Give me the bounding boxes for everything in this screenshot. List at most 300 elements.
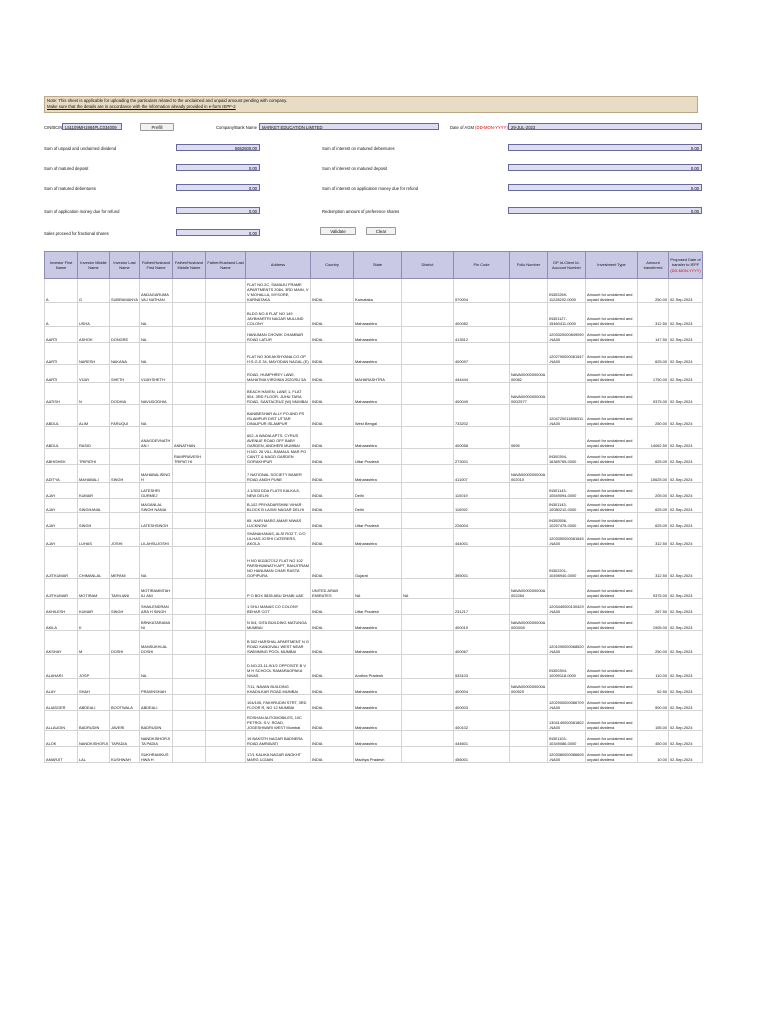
cell-address[interactable]: N 5/4, GITA BUILDING MATUNGA MUMBAI	[246, 615, 311, 631]
cell-father-first-name[interactable]: MAHABALISINGH	[140, 465, 173, 483]
cin-input[interactable]: L51109MH1984PLC034009	[62, 123, 122, 130]
cell-pin-code[interactable]: 400102	[454, 711, 510, 731]
cell-investor-first-name[interactable]: AARTI	[45, 343, 78, 365]
cell-investment-type[interactable]: Amount for unclaimed and unpaid dividend	[586, 599, 638, 615]
cell-proposed-date[interactable]: 02-Sep-2024	[669, 731, 703, 747]
cell-country[interactable]: INDIA	[311, 599, 354, 615]
cell-father-middle-name[interactable]	[173, 405, 206, 427]
cell-state[interactable]: Uttar Pradesh	[354, 449, 402, 465]
cell-amount-transferred[interactable]: 625.00	[638, 499, 669, 513]
cell-amount-transferred[interactable]: 250.00	[638, 631, 669, 655]
cell-dp-client-id[interactable]: 1203440000130429-NA00	[548, 599, 586, 615]
cell-investor-last-name[interactable]: JAVERI	[110, 711, 140, 731]
cell-state[interactable]: Maharashtra	[354, 631, 402, 655]
cell-pin-code[interactable]: 273001	[454, 449, 510, 465]
cell-investor-first-name[interactable]: AJAY	[45, 483, 78, 499]
cell-address[interactable]: H.NO. 26 VILL-RAMAUL MAR PO CANTT & NAGD GARDEN GORAKHPUR	[246, 449, 311, 465]
cell-father-last-name[interactable]	[206, 303, 246, 327]
agm-date-field[interactable]: 29-JUL-2023	[508, 123, 702, 130]
cell-district[interactable]	[402, 615, 454, 631]
cell-investment-type[interactable]: Amount for unclaimed and unpaid dividend	[586, 303, 638, 327]
cell-investor-last-name[interactable]	[110, 449, 140, 465]
cell-folio-number[interactable]	[510, 483, 548, 499]
cell-investor-middle-name[interactable]: SINGH	[78, 513, 110, 529]
cell-proposed-date[interactable]: 02-Sep-2024	[669, 599, 703, 615]
cell-amount-transferred[interactable]: 1905.00	[638, 615, 669, 631]
cell-country[interactable]: INDIA	[311, 483, 354, 499]
cell-investor-middle-name[interactable]: JOSP	[78, 655, 110, 679]
cell-address[interactable]: SHANAHANAS, ALSI ROZ T, C/O LILHAS JOSHI CATERERS, AKOLA	[246, 529, 311, 547]
cell-amount-transferred[interactable]: 625.00	[638, 343, 669, 365]
cell-investor-first-name[interactable]: AKHILESH	[45, 599, 78, 615]
cell-proposed-date[interactable]: 02-Sep-2024	[669, 279, 703, 303]
cell-dp-client-id[interactable]: 1203380000086605-NA00	[548, 747, 586, 763]
cell-proposed-date[interactable]: 02-Sep-2024	[669, 427, 703, 449]
cell-investor-first-name[interactable]: AJITKUMAR	[45, 547, 78, 579]
cell-father-last-name[interactable]	[206, 483, 246, 499]
cell-address[interactable]: HANUMAN CHOWK CHAMBAR ROAD LATUR	[246, 327, 311, 343]
cell-father-last-name[interactable]	[206, 615, 246, 631]
cell-dp-client-id[interactable]: IN300394-16389765-0000	[548, 449, 586, 465]
cell-address[interactable]: 7/11, NAVAN BUILDING KHADILKAR ROAD MUMBAI	[246, 679, 311, 695]
cell-dp-client-id[interactable]: IN302269-11228202-0000	[548, 279, 586, 303]
cell-folio-number[interactable]	[510, 655, 548, 679]
cell-dp-client-id[interactable]: 1204720011898311-NA00	[548, 405, 586, 427]
cell-proposed-date[interactable]: 02-Sep-2024	[669, 547, 703, 579]
cell-folio-number[interactable]	[510, 747, 548, 763]
cell-father-last-name[interactable]	[206, 599, 246, 615]
cell-father-last-name[interactable]	[206, 383, 246, 405]
cell-investment-type[interactable]: Amount for unclaimed and unpaid dividend	[586, 679, 638, 695]
validate-button[interactable]: Validate	[320, 227, 356, 235]
cell-amount-transferred[interactable]: 15625.00	[638, 465, 669, 483]
cell-investor-first-name[interactable]: AKILA	[45, 615, 78, 631]
cell-country[interactable]: INDIA	[311, 449, 354, 465]
cell-father-first-name[interactable]	[140, 449, 173, 465]
cell-proposed-date[interactable]: 02-Sep-2024	[669, 631, 703, 655]
cell-folio-number[interactable]	[510, 631, 548, 655]
cell-investor-last-name[interactable]: MEPANI	[110, 547, 140, 579]
cell-investment-type[interactable]: Amount for unclaimed and unpaid dividend	[586, 615, 638, 631]
cell-proposed-date[interactable]: 02-Sep-2024	[669, 655, 703, 679]
redemption-field[interactable]: 0.00	[508, 207, 702, 214]
cell-address[interactable]: 7 NATIONAL SOCIETY BANER ROAD ANDH PUNE	[246, 465, 311, 483]
cell-district[interactable]	[402, 343, 454, 365]
cell-pin-code[interactable]: 400019	[454, 615, 510, 631]
cell-investor-middle-name[interactable]: K	[78, 615, 110, 631]
cell-investor-last-name[interactable]	[110, 483, 140, 499]
cell-state[interactable]: Maharashtra	[354, 427, 402, 449]
cell-amount-transferred[interactable]: 267.50	[638, 599, 669, 615]
cell-father-last-name[interactable]	[206, 711, 246, 731]
cell-amount-transferred[interactable]: 312.50	[638, 547, 669, 579]
cell-address[interactable]: 17/1 KALIKA NAGAR ANOKHT MARG UJJAIN	[246, 747, 311, 763]
cell-country[interactable]: INDIA	[311, 695, 354, 711]
cell-dp-client-id[interactable]: 1201090000068520-NA00	[548, 631, 586, 655]
cell-proposed-date[interactable]: 02-Sep-2024	[669, 695, 703, 711]
cell-investor-middle-name[interactable]: RASID	[78, 427, 110, 449]
cell-country[interactable]: INDIA	[311, 747, 354, 763]
cell-district[interactable]: NA	[402, 579, 454, 599]
cell-investor-first-name[interactable]: AKSHAY	[45, 631, 78, 655]
cell-investment-type[interactable]: Amount for unclaimed and unpaid dividend	[586, 383, 638, 405]
cell-proposed-date[interactable]: 02-Sep-2024	[669, 615, 703, 631]
cell-father-middle-name[interactable]	[173, 731, 206, 747]
cell-investor-first-name[interactable]: A	[45, 303, 78, 327]
cell-amount-transferred[interactable]: 450.00	[638, 731, 669, 747]
cell-father-middle-name[interactable]	[173, 513, 206, 529]
cell-proposed-date[interactable]: 02-Sep-2024	[669, 579, 703, 599]
cell-state[interactable]: Maharashtra	[354, 303, 402, 327]
cell-country[interactable]: INDIA	[311, 427, 354, 449]
cell-state[interactable]: Maharashtra	[354, 529, 402, 547]
cell-investment-type[interactable]: Amount for unclaimed and unpaid dividend	[586, 405, 638, 427]
cell-address[interactable]: P O BOX 5835 ABU DHABI UAE	[246, 579, 311, 599]
cell-country[interactable]: INDIA	[311, 731, 354, 747]
cell-investor-middle-name[interactable]: VIJAY	[78, 365, 110, 383]
cell-state[interactable]: Maharashtra	[354, 695, 402, 711]
cell-country[interactable]: INDIA	[311, 303, 354, 327]
cell-district[interactable]	[402, 631, 454, 655]
cell-folio-number[interactable]	[510, 303, 548, 327]
cell-investor-middle-name[interactable]: G	[78, 279, 110, 303]
cell-amount-transferred[interactable]: 9375.00	[638, 579, 669, 599]
cell-country[interactable]: INDIA	[311, 679, 354, 695]
cell-dp-client-id[interactable]	[548, 579, 586, 599]
cell-amount-transferred[interactable]: 500.00	[638, 695, 669, 711]
int-deposit-field[interactable]: 0.00	[508, 164, 702, 171]
cell-amount-transferred[interactable]: 312.50	[638, 303, 669, 327]
cell-investment-type[interactable]: Amount for unclaimed and unpaid dividend	[586, 465, 638, 483]
cell-investment-type[interactable]: Amount for unclaimed and unpaid dividend	[586, 499, 638, 513]
cell-father-middle-name[interactable]	[173, 655, 206, 679]
cell-proposed-date[interactable]: 02-Sep-2024	[669, 343, 703, 365]
cell-father-first-name[interactable]: NA	[140, 343, 173, 365]
cell-investor-last-name[interactable]: FARUQUI	[110, 405, 140, 427]
cell-father-middle-name[interactable]	[173, 499, 206, 513]
cell-investment-type[interactable]: Amount for unclaimed and unpaid dividend	[586, 579, 638, 599]
cell-father-last-name[interactable]	[206, 465, 246, 483]
cell-state[interactable]: Delhi	[354, 483, 402, 499]
cell-investor-last-name[interactable]: KUSHWAH	[110, 747, 140, 763]
cell-address[interactable]: B-102 PRIYADARSHINI VIHAR BLOCK B LAXMI NAGAR DELHI	[246, 499, 311, 513]
cell-father-middle-name[interactable]: RAMPRAVESH TRIPAT HI	[173, 449, 206, 465]
cell-address[interactable]: D.NO-23-11-9/1/2 OPPOSITE B V M H SCHOOL RAMARAOPAKA NIVAS	[246, 655, 311, 679]
cell-district[interactable]	[402, 499, 454, 513]
cell-investor-last-name[interactable]: BOOTWALA	[110, 695, 140, 711]
cell-district[interactable]	[402, 365, 454, 383]
cell-father-middle-name[interactable]	[173, 711, 206, 731]
cell-father-middle-name[interactable]	[173, 327, 206, 343]
cell-proposed-date[interactable]: 02-Sep-2024	[669, 365, 703, 383]
cell-dp-client-id[interactable]	[548, 365, 586, 383]
cell-proposed-date[interactable]: 02-Sep-2024	[669, 405, 703, 427]
cell-father-middle-name[interactable]	[173, 579, 206, 599]
cell-state[interactable]: MAHARASHTRA	[354, 365, 402, 383]
cell-investor-first-name[interactable]: AJAY	[45, 513, 78, 529]
cell-father-first-name[interactable]: NA	[140, 303, 173, 327]
cell-district[interactable]	[402, 695, 454, 711]
cell-investor-last-name[interactable]: DOSHI	[110, 631, 140, 655]
cell-district[interactable]	[402, 465, 454, 483]
cell-amount-transferred[interactable]: 625.00	[638, 449, 669, 465]
cell-investor-last-name[interactable]: SINGH	[110, 465, 140, 483]
cell-investor-first-name[interactable]: A	[45, 279, 78, 303]
cell-district[interactable]	[402, 529, 454, 547]
cell-investment-type[interactable]: Amount for unclaimed and unpaid dividend	[586, 711, 638, 731]
cell-folio-number[interactable]	[510, 711, 548, 731]
cell-investment-type[interactable]: Amount for unclaimed and unpaid dividend	[586, 513, 638, 529]
cell-father-last-name[interactable]	[206, 529, 246, 547]
cell-amount-transferred[interactable]: 312.50	[638, 529, 669, 547]
cell-folio-number[interactable]	[510, 405, 548, 427]
cell-pin-code[interactable]: 400082	[454, 303, 510, 327]
cell-investor-first-name[interactable]: ABHISHEK	[45, 449, 78, 465]
cell-address[interactable]: H NO 8/115/27/12 FLAT NO 102 PARSHWANATH APT, RANJITRAM NO HANUMAN CHAR RASTA GOPIPURA	[246, 547, 311, 579]
cell-address[interactable]: ROSHAN AUTOMOBILES, 10C PETROL S.V. ROAD, JOGESHWARI WEST Mumbai	[246, 711, 311, 731]
cell-state[interactable]: Maharashtra	[354, 615, 402, 631]
cell-pin-code[interactable]: 110092	[454, 499, 510, 513]
cell-investor-middle-name[interactable]: CHIMANLAL	[78, 547, 110, 579]
cell-investor-middle-name[interactable]: USHA	[78, 303, 110, 327]
cell-father-first-name[interactable]: BRNKATARAMANI	[140, 615, 173, 631]
cell-district[interactable]	[402, 279, 454, 303]
cell-father-first-name[interactable]: VIJAYSHETH	[140, 365, 173, 383]
cell-proposed-date[interactable]: 02-Sep-2024	[669, 747, 703, 763]
cell-father-first-name[interactable]: PRAVINSHAH	[140, 679, 173, 695]
cell-father-first-name[interactable]: MOTIRAMMTAHILI ANI	[140, 579, 173, 599]
cell-father-middle-name[interactable]	[173, 529, 206, 547]
cell-state[interactable]: NA	[354, 579, 402, 599]
cell-pin-code[interactable]: 411007	[454, 465, 510, 483]
cell-address[interactable]: 19 BAKSTH NAGAR BADNERA ROAD AMRAVATI	[246, 731, 311, 747]
cell-folio-number[interactable]	[510, 449, 548, 465]
cell-investment-type[interactable]: Amount for unclaimed and unpaid dividend	[586, 279, 638, 303]
cell-father-middle-name[interactable]	[173, 365, 206, 383]
cell-country[interactable]: INDIA	[311, 365, 354, 383]
cell-investor-middle-name[interactable]: MOTIRAM	[78, 579, 110, 599]
cell-investment-type[interactable]: Amount for unclaimed and unpaid dividend	[586, 343, 638, 365]
cell-father-middle-name[interactable]	[173, 547, 206, 579]
cell-address[interactable]: BLDG NO 8 FLAT NO 149 JAYBHARTRI NAGAR MULUND COLONY	[246, 303, 311, 327]
cell-country[interactable]: INDIA	[311, 513, 354, 529]
cell-investor-middle-name[interactable]: ASHOK	[78, 327, 110, 343]
cell-father-middle-name[interactable]	[173, 695, 206, 711]
cell-father-first-name[interactable]: LATESHSINGH	[140, 513, 173, 529]
cell-father-first-name[interactable]: ABDEALI	[140, 695, 173, 711]
cell-pin-code[interactable]: 733202	[454, 405, 510, 427]
cell-district[interactable]	[402, 711, 454, 731]
cell-investment-type[interactable]: Amount for unclaimed and unpaid dividend	[586, 529, 638, 547]
cell-investment-type[interactable]: Amount for unclaimed and unpaid dividend	[586, 655, 638, 679]
cell-folio-number[interactable]: NAVA0000000000A00D2577	[510, 383, 548, 405]
cell-amount-transferred[interactable]: 250.00	[638, 279, 669, 303]
cell-proposed-date[interactable]: 02-Sep-2024	[669, 679, 703, 695]
cell-investor-first-name[interactable]: ALAHARI	[45, 655, 78, 679]
cell-investor-last-name[interactable]	[110, 303, 140, 327]
matured-debentures-field[interactable]: 0.00	[176, 184, 260, 191]
unpaid-dividend-field[interactable]: 5652600.00	[176, 144, 260, 151]
cell-investor-last-name[interactable]: NAKANA	[110, 343, 140, 365]
cell-amount-transferred[interactable]: 10.00	[638, 747, 669, 763]
cell-folio-number[interactable]	[510, 499, 548, 513]
cell-investor-last-name[interactable]: JOSHI	[110, 529, 140, 547]
cell-investor-first-name[interactable]: ALOK	[45, 731, 78, 747]
cell-father-last-name[interactable]	[206, 695, 246, 711]
cell-father-first-name[interactable]: NA	[140, 547, 173, 579]
cell-state[interactable]: Maharashtra	[354, 679, 402, 695]
cell-pin-code[interactable]: 533103	[454, 655, 510, 679]
cell-investor-first-name[interactable]: AMARJIT	[45, 747, 78, 763]
cell-proposed-date[interactable]: 02-Sep-2024	[669, 303, 703, 327]
cell-address[interactable]: 104/105, FAKHRUDIN STRT, 3RD FLOOR R, NO 12 MUMBAI	[246, 695, 311, 711]
cell-proposed-date[interactable]: 02-Sep-2024	[669, 383, 703, 405]
cell-pin-code[interactable]: 413512	[454, 327, 510, 343]
cell-dp-client-id[interactable]: IN301103-10349086-0000	[548, 731, 586, 747]
cell-address[interactable]: 1 SHLI MANAS CO COLONY BEHAR COT	[246, 599, 311, 615]
cell-country[interactable]: INDIA	[311, 465, 354, 483]
cell-father-first-name[interactable]: BADRUDIN	[140, 711, 173, 731]
cell-father-first-name[interactable]: NAVUDODHIA	[140, 383, 173, 405]
cell-dp-client-id[interactable]	[548, 679, 586, 695]
cell-folio-number[interactable]	[510, 695, 548, 711]
cell-country[interactable]: INDIA	[311, 405, 354, 427]
cell-investor-last-name[interactable]	[110, 679, 140, 695]
cell-address[interactable]: J-1/303 DDA FLATS KALKAJI, NEW DELHI	[246, 483, 311, 499]
prefill-button[interactable]: Prefill	[140, 123, 174, 131]
cell-pin-code[interactable]: 400097	[454, 343, 510, 365]
cell-investor-first-name[interactable]: ALLAUDIN	[45, 711, 78, 731]
cell-investment-type[interactable]: Amount for unclaimed and unpaid dividend	[586, 427, 638, 449]
cell-investor-last-name[interactable]: DONGRE	[110, 327, 140, 343]
cell-country[interactable]: INDIA	[311, 383, 354, 405]
cell-father-first-name[interactable]: MAGANLAL SINGH NANIA	[140, 499, 173, 513]
cell-father-last-name[interactable]	[206, 427, 246, 449]
cell-state[interactable]: Maharashtra	[354, 383, 402, 405]
cell-investor-middle-name[interactable]: LUHAS	[78, 529, 110, 547]
cell-father-middle-name[interactable]	[173, 747, 206, 763]
cell-father-first-name[interactable]: NA	[140, 327, 173, 343]
cell-folio-number[interactable]	[510, 731, 548, 747]
cell-investor-first-name[interactable]: ADITYA	[45, 465, 78, 483]
cell-state[interactable]: Maharashtra	[354, 465, 402, 483]
cell-district[interactable]	[402, 449, 454, 465]
cell-father-last-name[interactable]	[206, 449, 246, 465]
cell-folio-number[interactable]	[510, 599, 548, 615]
cell-district[interactable]	[402, 427, 454, 449]
matured-deposit-field[interactable]: 0.00	[176, 164, 260, 171]
cell-proposed-date[interactable]: 02-Sep-2024	[669, 327, 703, 343]
cell-father-last-name[interactable]	[206, 579, 246, 599]
cell-father-last-name[interactable]	[206, 679, 246, 695]
cell-folio-number[interactable]: NAVA0000000000A00D008	[510, 615, 548, 631]
cell-country[interactable]: INDIA	[311, 499, 354, 513]
cell-district[interactable]	[402, 405, 454, 427]
cell-dp-client-id[interactable]: 1203320000849090-NA00	[548, 327, 586, 343]
cell-district[interactable]	[402, 327, 454, 343]
cell-investor-middle-name[interactable]: ABDEALI	[78, 695, 110, 711]
cell-pin-code[interactable]: 444601	[454, 731, 510, 747]
cell-amount-transferred[interactable]: 250.00	[638, 405, 669, 427]
int-debentures-field[interactable]: 0.00	[508, 144, 702, 151]
cell-father-first-name[interactable]: SHAILENDRANARA H SINGH	[140, 599, 173, 615]
cell-father-last-name[interactable]	[206, 547, 246, 579]
cell-country[interactable]: UNITED ARAB EMIRATES	[311, 579, 354, 599]
cell-investor-last-name[interactable]: DODHIA	[110, 383, 140, 405]
cell-amount-transferred[interactable]: 62.50	[638, 679, 669, 695]
cell-investor-middle-name[interactable]: N	[78, 383, 110, 405]
cell-amount-transferred[interactable]: 205.00	[638, 483, 669, 499]
cell-state[interactable]: Maharashtra	[354, 343, 402, 365]
cell-pin-code[interactable]: 456001	[454, 747, 510, 763]
company-name-field[interactable]: MARKET EDUCATION LIMITED	[259, 123, 439, 130]
cell-folio-number[interactable]	[510, 327, 548, 343]
cell-investor-middle-name[interactable]: KUMAR	[78, 599, 110, 615]
cell-dp-client-id[interactable]	[548, 427, 586, 449]
cell-district[interactable]	[402, 303, 454, 327]
cell-address[interactable]: FLAT NO.2C, SAMAJU FRAME APARTMENTS 2084, 3RD MAIN, V V MOHALLA, MYSORE, KARNATAKA	[246, 279, 311, 303]
cell-investor-middle-name[interactable]: KUMAR	[78, 483, 110, 499]
cell-investor-last-name[interactable]	[110, 513, 140, 529]
cell-father-middle-name[interactable]: ANNATHAN	[173, 427, 206, 449]
cell-investor-first-name[interactable]: AJAY	[45, 529, 78, 547]
cell-pin-code[interactable]: 570004	[454, 279, 510, 303]
cell-district[interactable]	[402, 679, 454, 695]
cell-dp-client-id[interactable]: IN300556-10257475-0000	[548, 513, 586, 529]
cell-investor-last-name[interactable]	[110, 427, 140, 449]
cell-dp-client-id[interactable]: IN301143-10549094-0000	[548, 483, 586, 499]
cell-state[interactable]: West Bengal	[354, 405, 402, 427]
cell-pin-code[interactable]: 110019	[454, 483, 510, 499]
cell-address[interactable]: BANIBESHAR ALLY PO AND PS ISLAMPUR DIST UTTAR DINAJPUR ISLAMPUR	[246, 405, 311, 427]
cell-father-middle-name[interactable]	[173, 465, 206, 483]
cell-state[interactable]: Karnataka	[354, 279, 402, 303]
cell-father-first-name[interactable]: SUKHRAMKUSHWA H	[140, 747, 173, 763]
cell-folio-number[interactable]	[510, 547, 548, 579]
cell-proposed-date[interactable]: 02-Sep-2024	[669, 711, 703, 731]
cell-proposed-date[interactable]: 02-Sep-2024	[669, 499, 703, 513]
cell-country[interactable]: INDIA	[311, 615, 354, 631]
cell-amount-transferred[interactable]: 9375.00	[638, 383, 669, 405]
cell-folio-number[interactable]: NAVA0000000000A000520	[510, 679, 548, 695]
cell-dp-client-id[interactable]: 1203350000081645-NA00	[548, 529, 586, 547]
cell-state[interactable]: Madhya Pradesh	[354, 747, 402, 763]
cell-pin-code[interactable]: 395001	[454, 547, 510, 579]
cell-father-first-name[interactable]: NA	[140, 655, 173, 679]
cell-investment-type[interactable]: Amount for unclaimed and unpaid dividend	[586, 747, 638, 763]
cell-father-middle-name[interactable]	[173, 615, 206, 631]
cell-amount-transferred[interactable]: 155.00	[638, 711, 669, 731]
cell-investment-type[interactable]: Amount for unclaimed and unpaid dividend	[586, 483, 638, 499]
cell-folio-number[interactable]: NAVA0000000000A00082	[510, 365, 548, 383]
cell-investor-last-name[interactable]: SUBRAMANYA	[110, 279, 140, 303]
cell-investor-first-name[interactable]: ABDUL	[45, 427, 78, 449]
cell-folio-number[interactable]	[510, 279, 548, 303]
cell-father-middle-name[interactable]	[173, 343, 206, 365]
cell-father-first-name[interactable]: LATESHRI GURMEJ	[140, 483, 173, 499]
cell-dp-client-id[interactable]	[548, 465, 586, 483]
cell-district[interactable]	[402, 383, 454, 405]
cell-proposed-date[interactable]: 02-Sep-2024	[669, 529, 703, 547]
cell-father-last-name[interactable]	[206, 631, 246, 655]
cell-amount-transferred[interactable]: 110.00	[638, 655, 669, 679]
cell-dp-client-id[interactable]: IN301127-15460411-0000	[548, 303, 586, 327]
cell-dp-client-id[interactable]: 1202790000081547-NA00	[548, 343, 586, 365]
cell-investment-type[interactable]: Amount for unclaimed and unpaid dividend	[586, 327, 638, 343]
cell-father-first-name[interactable]: MANSUKHLAL DOSHI	[140, 631, 173, 655]
cell-investor-middle-name[interactable]: SHAH	[78, 679, 110, 695]
cell-investor-first-name[interactable]: ABDUL	[45, 405, 78, 427]
